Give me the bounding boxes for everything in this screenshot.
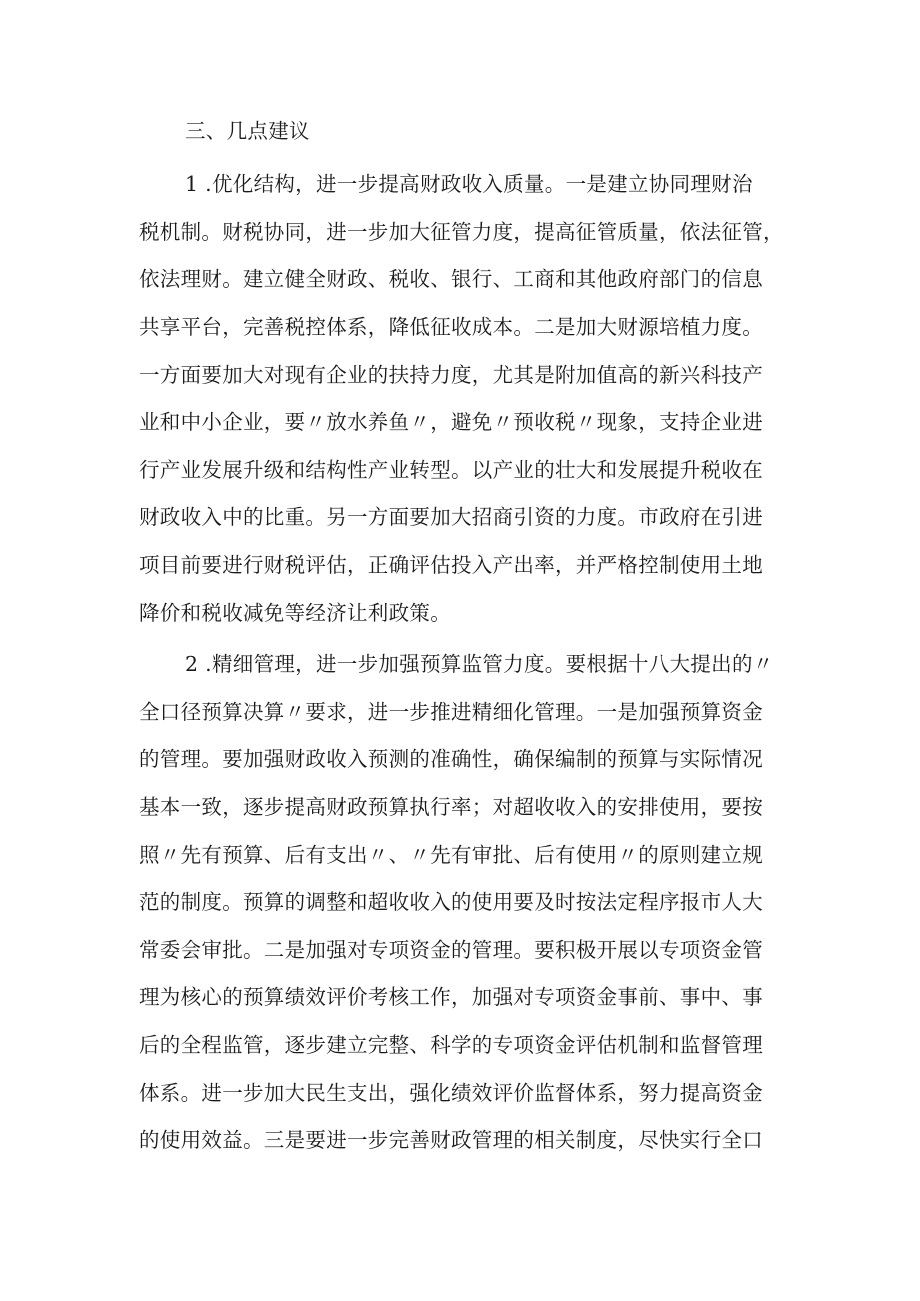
paragraph-2-line: 体系。进一步加大民生支出，强化绩效评价监督体系，努力提高资金: [139, 1081, 763, 1105]
paragraph-2-line: 常委会审批。二是加强对专项资金的管理。要积极开展以专项资金管: [139, 938, 763, 962]
paragraph-2-line: 全口径预算决算〃要求，进一步推进精细化管理。一是加强预算资金: [139, 700, 763, 724]
paragraph-1-line: 业和中小企业，要〃放水养鱼〃，避免〃预收税〃现象，支持企业进: [139, 410, 763, 434]
paragraph-2-line: 的使用效益。三是要进一步完善财政管理的相关制度，尽快实行全口: [139, 1128, 763, 1152]
paragraph-1-line: 项目前要进行财税评估，正确评估投入产出率，并严格控制使用土地: [139, 553, 763, 577]
paragraph-1-line: 财政收入中的比重。另一方面要加大招商引资的力度。市政府在引进: [139, 505, 763, 529]
paragraph-2-line: 照〃先有预算、后有支出〃、〃先有审批、后有使用〃的原则建立规: [139, 843, 763, 867]
paragraph-2-line: 2 .精细管理，进一步加强预算监管力度。要根据十八大提出的〃: [185, 652, 774, 676]
paragraph-2-line: 基本一致，逐步提高财政预算执行率；对超收收入的安排使用，要按: [139, 795, 763, 819]
paragraph-1-line: 税机制。财税协同，进一步加大征管力度，提高征管质量，依法征管，: [139, 220, 784, 244]
section-heading: 三、几点建议: [185, 119, 310, 143]
paragraph-1-line: 行产业发展升级和结构性产业转型。以产业的壮大和发展提升税收在: [139, 458, 763, 482]
paragraph-1-line: 一方面要加大对现有企业的扶持力度，尤其是附加值高的新兴科技产: [139, 363, 763, 387]
paragraph-1-line: 降价和税收减免等经济让利政策。: [139, 601, 451, 625]
paragraph-1-line: 1 .优化结构，进一步提高财政收入质量。一是建立协同理财治: [185, 172, 753, 196]
paragraph-2-line: 范的制度。预算的调整和超收收入的使用要及时按法定程序报市人大: [139, 890, 763, 914]
paragraph-2-line: 理为核心的预算绩效评价考核工作，加强对专项资金事前、事中、事: [139, 985, 763, 1009]
paragraph-2-line: 的管理。要加强财政收入预测的准确性，确保编制的预算与实际情况: [139, 747, 763, 771]
paragraph-1-line: 依法理财。建立健全财政、税收、银行、工商和其他政府部门的信息: [139, 267, 763, 291]
paragraph-2-line: 后的全程监管，逐步建立完整、科学的专项资金评估机制和监督管理: [139, 1033, 763, 1057]
paragraph-1-line: 共享平台，完善税控体系，降低征收成本。二是加大财源培植力度。: [139, 315, 763, 339]
